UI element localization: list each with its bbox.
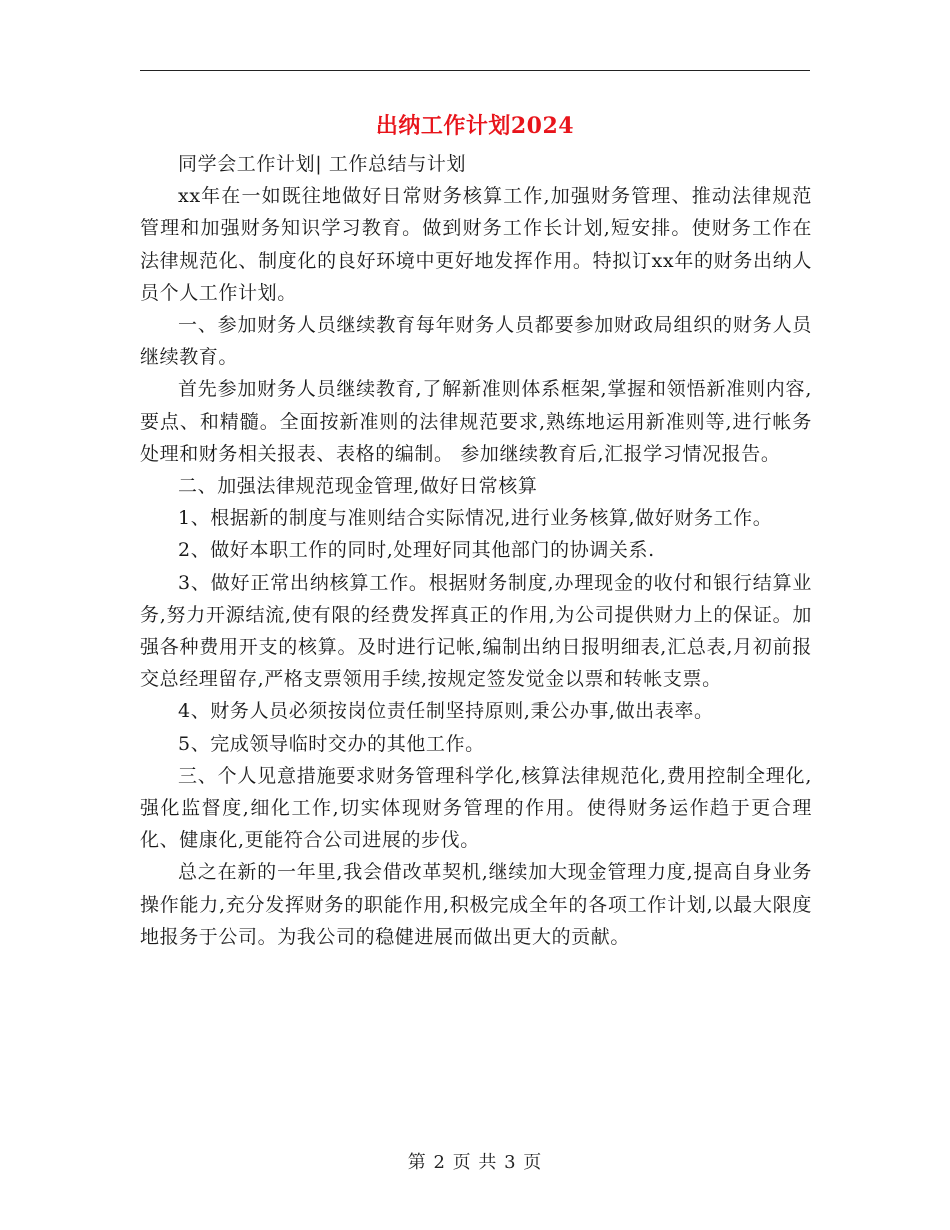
- paragraph-item-4: 4、财务人员必须按岗位责任制坚持原则,秉公办事,做出表率。: [178, 700, 714, 723]
- paragraph-section-1: 一、参加财务人员继续教育每年财务人员都要参加财政局组织的财务人员继续教育。: [140, 314, 812, 369]
- paragraph-section-2: 二、加强法律规范现金管理,做好日常核算: [178, 475, 538, 498]
- paragraph-subtitle: 同学会工作计划| 工作总结与计划: [178, 153, 467, 175]
- paragraph-section-3: 三、个人见意措施要求财务管理科学化,核算法律规范化,费用控制全理化,强化监督度,细化工作,切实体现财务管理的作用。使得财务运作趋于更合理化、健康化,更能符合公司进展的步伐。: [140, 764, 812, 852]
- paragraph-intro: xx年在一如既往地做好日常财务核算工作,加强财务管理、推动法律规范管理和加强财务知识学习教育。做到财务工作长计划,短安排。使财务工作在法律规范化、制度化的良好环境中更好地发挥作用。特拟订xx年的财务出纳人员个人工作计划。: [140, 185, 812, 304]
- paragraph-item-2: 2、做好本职工作的同时,处理好同其他部门的协调关系.: [178, 539, 655, 562]
- paragraph-conclusion: 总之在新的一年里,我会借改革契机,继续加大现金管理力度,提高自身业务操作能力,充分发挥财务的职能作用,积极完成全年的各项工作计划,以最大限度地报务于公司。为我公司的稳健进展而做出更大的贡献。: [140, 861, 812, 948]
- page-number: 第 2 页 共 3 页: [407, 1152, 543, 1173]
- document-title: 出纳工作计划2024: [375, 113, 575, 139]
- paragraph-item-1: 1、根据新的制度与准则结合实际情况,进行业务核算,做好财务工作。: [178, 507, 773, 530]
- paragraph-item-3: 3、做好正常出纳核算工作。根据财务制度,办理现金的收付和银行结算业务,努力开源结流,使有限的经费发挥真正的作用,为公司提供财力上的保证。加强各种费用开支的核算。及时进行记帐,编制出纳日报明细表,汇总表,月初前报交总经理留存,严格支票领用手续,按规定签发觉金以票和转帐支票。: [140, 571, 812, 691]
- header-rule: [140, 70, 810, 71]
- document-body: [140, 148, 812, 953]
- paragraph-section-1-detail: 首先参加财务人员继续教育,了解新准则体系框架,掌握和领悟新准则内容,要点、和精髓。全面按新准则的法律规范要求,熟练地运用新准则等,进行帐务处理和财务相关报表、表格的编制。 参加继续教育后,汇报学习情况报告。: [140, 378, 812, 465]
- paragraph-item-5: 5、完成领导临时交办的其他工作。: [178, 732, 485, 755]
